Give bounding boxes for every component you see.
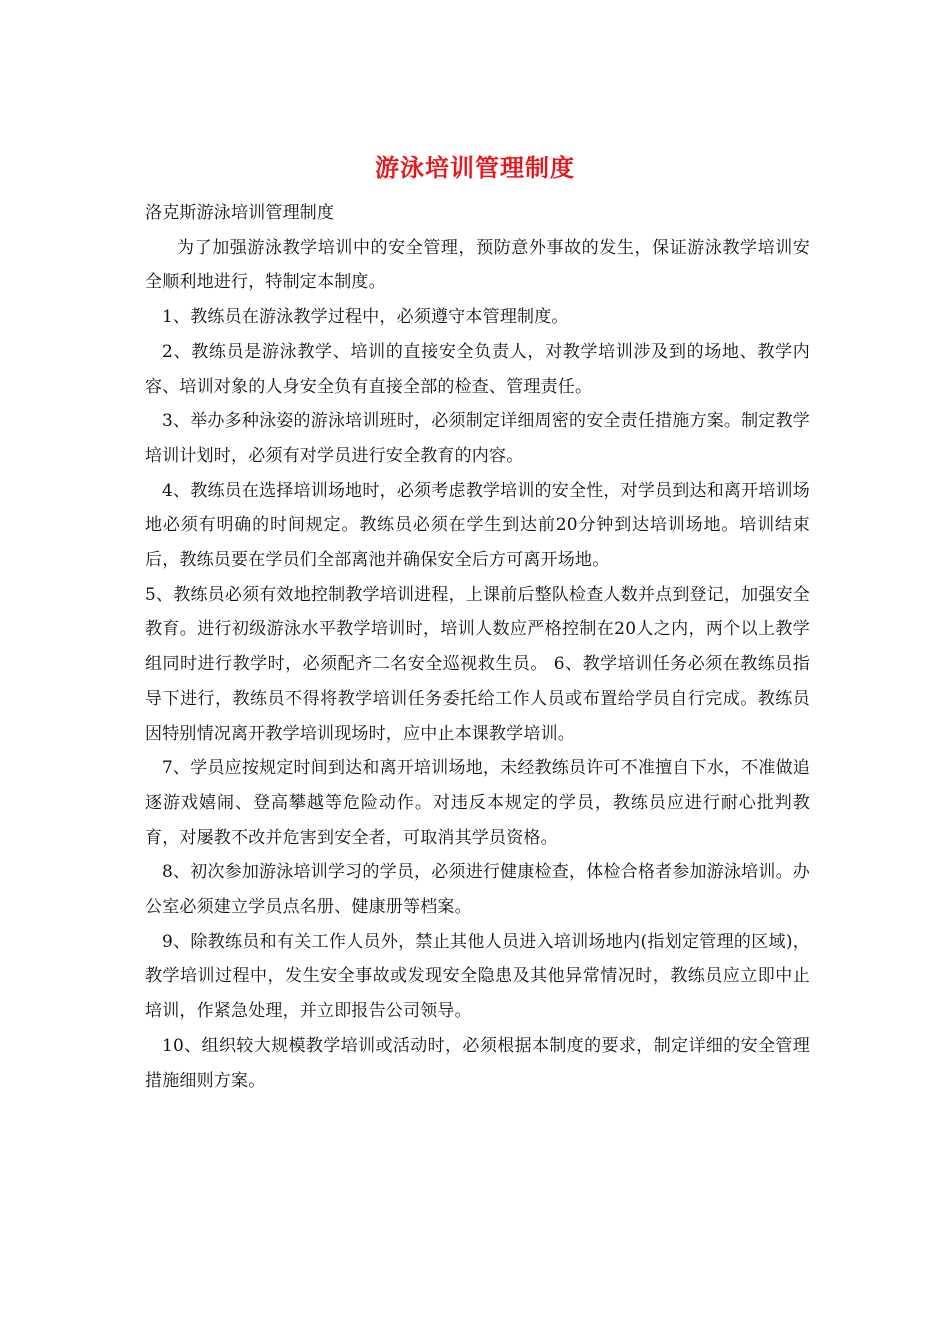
document-body	[145, 196, 810, 1098]
rule-paragraph-8: 8、初次参加游泳培训学习的学员，必须进行健康检查，体检合格者参加游泳培训。办公室必须建立学员点名册、健康册等档案。	[145, 862, 810, 918]
rule-paragraph-3: 3、举办多种泳姿的游泳培训班时，必须制定详细周密的安全责任措施方案。制定教学培训计划时，必须有对学员进行安全教育的内容。	[145, 411, 810, 466]
rule-paragraph-10: 10、组织较大规模教学培训或活动时，必须根据本制度的要求，制定详细的安全管理措施细则方案。	[145, 1035, 810, 1091]
intro-paragraph: 为了加强游泳教学培训中的安全管理，预防意外事故的发生，保证游泳教学培训安全顺利地进行，特制定本制度。	[145, 237, 810, 293]
rule-paragraph-4: 4、教练员在选择培训场地时，必须考虑教学培训的安全性，对学员到达和离开培训场地必须有明确的时间规定。教练员必须在学生到达前20分钟到达培训场地。培训结束后，教练员要在学员们全部离池并确保安全后方可离开场地。	[145, 480, 810, 571]
rule-paragraph-7: 7、学员应按规定时间到达和离开培训场地，未经教练员许可不准擅自下水，不准做追逐游戏嬉闹、登高攀越等危险动作。对违反本规定的学员，教练员应进行耐心批判教育，对屡教不改并危害到安全者，可取消其学员资格。	[145, 758, 810, 848]
rule-paragraph-5-6: 5、教练员必须有效地控制教学培训进程，上课前后整队检查人数并点到登记，加强安全教育。进行初级游泳水平教学培训时，培训人数应严格控制在20人之内，两个以上教学组同时进行教学时，必须配齐二名安全巡视救生员。 6、教学培训任务必须在教练员指导下进行，教练员不得将教学培训任务委托给工作人员或布置给学员自行完成。教练员因特别情况离开教学培训现场时，应中止本课教学培训。	[145, 584, 810, 744]
document-title: 游泳培训管理制度	[375, 153, 575, 182]
rule-paragraph-9: 9、除教练员和有关工作人员外，禁止其他人员进入培训场地内(指划定管理的区域)，教学培训过程中，发生安全事故或发现安全隐患及其他异常情况时，教练员应立即中止培训，作紧急处理，并立即报告公司领导。	[145, 931, 810, 1022]
document-subtitle: 洛克斯游泳培训管理制度	[145, 203, 335, 223]
rule-paragraph-2: 2、教练员是游泳教学、培训的直接安全负责人，对教学培训涉及到的场地、教学内容、培训对象的人身安全负有直接全部的检查、管理责任。	[145, 341, 810, 397]
rule-paragraph-1: 1、教练员在游泳教学过程中，必须遵守本管理制度。	[162, 307, 569, 328]
